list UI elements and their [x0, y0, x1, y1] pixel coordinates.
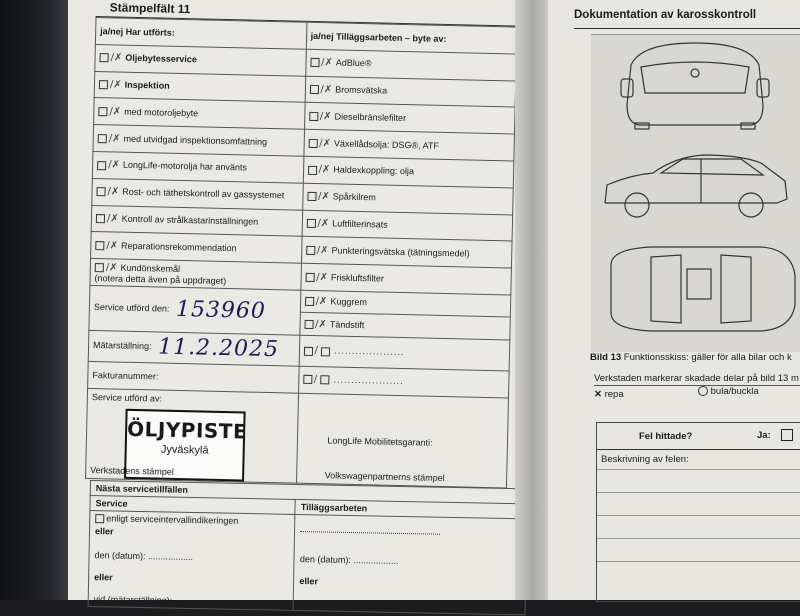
checkbox-icon: [98, 134, 107, 143]
mileage-cell: [88, 330, 299, 366]
check-mark-icon: /✗: [317, 191, 330, 203]
performed-by-label: Service utförd av:: [91, 391, 163, 404]
longlife-label: LongLife Mobilitetsgaranti:: [327, 435, 433, 448]
car-outline-icon: [591, 35, 800, 352]
done-item-label: Inspektion: [124, 79, 170, 91]
instruction-text: Verkstaden markerar skadade delar på bild 13 m: [594, 373, 799, 384]
extra-item-label: Dieselbränslefilter: [334, 111, 407, 123]
checkbox-icon: [305, 273, 314, 282]
next-service-details: enligt serviceintervallindikeringen eller den (datum): .................. eller vid (mätarställning):: [88, 511, 295, 611]
service-date-value: 153960: [175, 297, 267, 325]
done-item-label: LongLife-motorolja har använts: [122, 160, 248, 173]
done-item-label: Kundönskemål (notera detta även på uppdraget): [94, 262, 227, 286]
partner-stamp-cell: [296, 393, 508, 488]
done-item-label: Reparationsrekommendation: [120, 240, 237, 254]
check-mark-icon: /✗: [107, 186, 120, 198]
fault-yes-label: Ja:: [757, 430, 771, 441]
table-surface: [0, 0, 70, 600]
checkbox-icon: [96, 187, 105, 196]
extra-item-label: Friskluftsfilter: [330, 271, 385, 284]
extra-item-label: Växellådsolja: DSG®, ATF: [333, 138, 440, 151]
fault-box: [596, 422, 800, 602]
done-item-label: med motoroljebyte: [124, 106, 199, 119]
service-date-cell: [89, 285, 300, 335]
extra-row-tandstift: /✗ Tändstift: [300, 313, 510, 340]
left-page: [68, 0, 528, 606]
done-item-label: Rost- och täthetskontroll av gassystemet: [122, 186, 285, 201]
checkbox-icon: [309, 85, 318, 94]
checkbox-icon: [96, 214, 105, 223]
check-mark-icon: /✗: [320, 57, 333, 69]
fault-question: Fel hittade?: [639, 431, 693, 442]
next-col-extra: Tilläggsarbeten: [295, 499, 527, 518]
check-mark-icon: /✗: [319, 137, 332, 149]
done-item-label: med utvidgad inspektionsomfattning: [123, 133, 268, 147]
check-mark-icon: /✗: [319, 110, 332, 123]
checkbox-icon: [306, 246, 315, 255]
stamp-title: Stämpelfält 11: [96, 0, 518, 27]
extra-item-label: Spårkilrem: [332, 191, 376, 203]
extra-item-label: Luftfilterinsats: [332, 218, 388, 230]
figure-caption: Bild 13 Funktionsskiss: gäller för alla bilar och k: [590, 352, 792, 363]
check-mark-icon: /✗: [108, 132, 121, 145]
fault-description-label: Beskrivning av felen:: [601, 454, 689, 465]
checkbox-icon: [306, 219, 315, 228]
extra-row-kuggrem: /✗ Kuggrem: [300, 291, 510, 318]
checkbox-icon: [308, 165, 317, 174]
check-mark-icon: /✗: [320, 84, 333, 96]
extra-item-label: Haldexkoppling: olja: [333, 164, 415, 177]
invoice-cell: Fakturanummer:: [88, 361, 299, 393]
check-mark-icon: /✗: [110, 52, 123, 64]
done-item-label: Oljebytesservice: [125, 52, 198, 65]
checkbox-icon: [95, 241, 104, 250]
check-mark-icon: /✗: [316, 271, 329, 283]
next-extra-details: den (datum): .................. eller: [293, 514, 526, 615]
mileage-label: Mätarställning:: [92, 340, 152, 352]
partner-stamp-label: Volkswagenpartnerns stämpel: [324, 470, 445, 483]
circle-icon: [698, 386, 708, 396]
check-mark-icon: /✗: [106, 240, 119, 252]
workshop-stamp-label: Verkstadens stämpel: [90, 464, 174, 477]
check-mark-icon: /✗: [317, 218, 330, 230]
extra-row-blank-1: / ....................: [299, 335, 510, 371]
checkbox-icon: [309, 112, 318, 121]
legend-dent: bula/buckla: [698, 386, 759, 397]
checkbox-icon: [308, 139, 317, 148]
check-mark-icon: /✗: [105, 261, 118, 274]
checkbox-icon: [98, 107, 107, 116]
checkbox-icon: [99, 53, 108, 62]
workshop-stamp-logo: ÖLJYPISTE Jyväskylä: [124, 409, 246, 482]
check-mark-icon: /✗: [316, 244, 329, 257]
check-mark-icon: /✗: [106, 213, 119, 225]
checkbox-icon: [310, 58, 319, 67]
check-mark-icon: /✗: [109, 106, 122, 118]
extra-row-blank-2: / ....................: [298, 366, 509, 398]
checkbox-icon: [99, 80, 108, 89]
check-mark-icon: /✗: [108, 159, 121, 171]
col-extra-header: ja/nej Tilläggsarbeten – byte av:: [306, 22, 517, 54]
checkbox-icon: [307, 192, 316, 201]
checkbox-icon: [95, 263, 104, 272]
service-date-label: Service utförd den:: [93, 302, 170, 315]
extra-item-label: Punkteringsvätska (tätningsmedel): [331, 245, 470, 259]
extra-item-label: Bromsvätska: [335, 84, 388, 96]
stamp-field: [85, 0, 518, 488]
fault-yes-checkbox[interactable]: [781, 429, 793, 441]
legend-scratch: ✕ repa: [594, 389, 624, 400]
right-page: [548, 0, 800, 600]
next-col-service: Service: [90, 496, 296, 515]
col-done-header: ja/nej Har utförts:: [95, 18, 306, 50]
check-mark-icon: /✗: [109, 79, 122, 91]
checkbox-icon: [97, 161, 106, 170]
body-check-title: Dokumentation av karosskontroll: [574, 9, 757, 21]
car-sketch: [591, 34, 800, 352]
extra-item-label: AdBlue®: [335, 57, 372, 69]
next-service-section: [88, 480, 528, 616]
service-table: [85, 17, 517, 488]
mileage-value: 11.2.2025: [157, 334, 280, 363]
done-item-label: Kontroll av strålkastarinställningen: [121, 213, 259, 227]
service-rows: [90, 44, 516, 295]
next-title: Nästa servicetillfällen: [90, 481, 527, 504]
check-mark-icon: /✗: [318, 164, 331, 176]
workshop-stamp-cell: [86, 388, 298, 483]
